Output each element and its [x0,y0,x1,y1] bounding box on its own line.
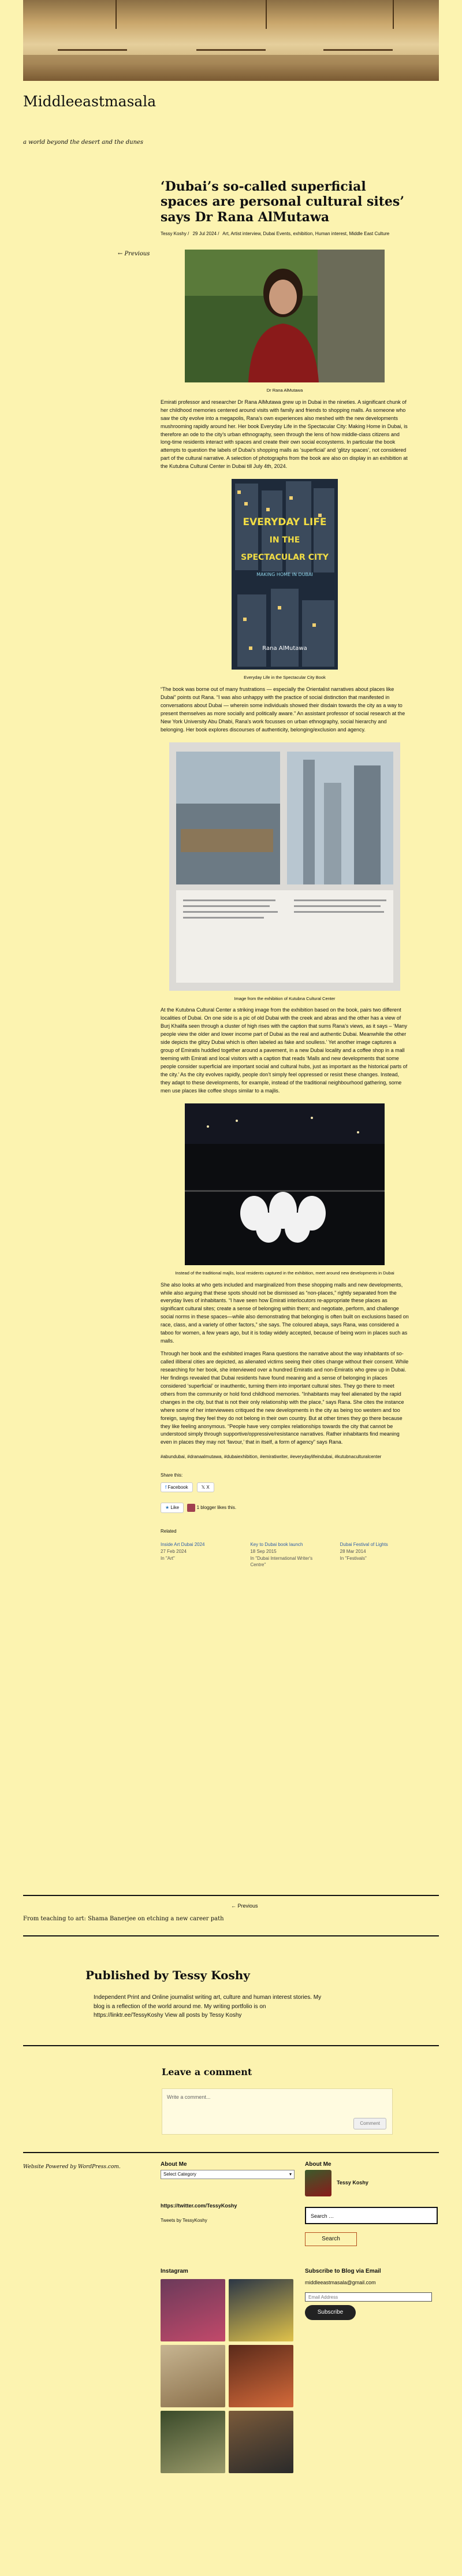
related-item [250,1541,319,1568]
majlis-image [185,1103,385,1265]
date-link[interactable]: 29 Jul 2024 [192,231,217,237]
avatar [305,2170,331,2196]
related-date: 18 Sep 2015 [250,1548,277,1554]
search-button[interactable]: Search [305,2232,357,2246]
author-link[interactable]: Tessy Koshy [161,231,187,237]
post-meta [161,231,409,238]
figure-caption: Instead of the traditional majlis, local residents captured in the exhibition, meet around new developments in Dubai [175,1270,394,1276]
divider [23,1935,439,1936]
paragraph: “The book was borne out of many frustrations — especially the Orientalist narratives about places like Dubai” points out Rana. “I was also unhappy with the practice of social distinction that manifested in conversations about Dubai — wherein some individuals showed their disdain towards the city as a way to present themselves as more socially and politically aware.” An assistant professor of social research at the New York University Abu Dhabi, Rana’s work focusses on urban ethnography, social hierarchy and belonging. Her book explores discourses of authenticity, belonging/exclusion and agency. [161,686,405,733]
figure-portrait [161,250,409,394]
article [161,179,409,1568]
header-image [23,0,439,81]
prev-post-link[interactable]: From teaching to art: Shama Banerjee on etching a new career path [23,1916,224,1922]
paragraph: She also looks at who gets included and marginalized from these shopping malls and new developments, while also arguing that these spots should not be dismissed as “non-places,” rightly separated from the everyday lives of inhabitants. “I have seen how Emirati interlocutors re-appropriate these places as significant cultural sites; create a sense of belonging within them; and negotiate, perform, and challenge social norms in these spaces—while also demonstrating that belonging is often built on exclusions based on race, class, and a variety of other factors,” she says. The coloured abaya, says Rana, was considered a taboo for women, a few years ago, but it is today widely accepted, because of being worn in places such as malls. [161,1281,409,1344]
author-bio: Independent Print and Online journalist writing art, culture and human interest stories. My blog is a reflection of the world around me. My writing portfolio is on https://linktr.ee/TessyKoshy View all posts by Tessy Koshy [94,1994,322,2019]
figure-caption: Everyday Life in the Spectacular City Book [244,675,326,681]
post-tags[interactable]: #abundubai, #dranaalmutawa, #dubaiexhibition, #emiratiwriter, #everydaylifeindubai, #kutubnaculturalcenter [161,1454,382,1460]
like-count-text: 1 blogger likes this. [196,1505,237,1511]
figure-caption: Dr Rana AlMutawa [266,387,303,393]
x-share-button[interactable] [197,1482,214,1493]
related-category: In "Festivals" [340,1555,367,1561]
about-heading: About Me [161,2161,187,2168]
instagram-photo[interactable] [161,2411,225,2473]
book-title-line2: IN THE [269,536,300,545]
about-author-name[interactable]: Tessy Koshy [337,2180,368,2186]
figure-majlis [161,1103,409,1277]
twitter-link[interactable]: https://twitter.com/TessyKoshy [161,2203,237,2209]
related-link[interactable]: Inside Art Dubai 2024 [161,1542,205,1548]
instagram-photo[interactable] [229,2345,293,2407]
bookshelf [196,10,266,51]
lamp-decoration [393,0,394,29]
comment-heading: Leave a comment [162,2066,252,2077]
subscribe-button[interactable]: Subscribe [305,2305,356,2320]
related-link[interactable]: Key to Dubai book launch [250,1542,303,1548]
divider [23,1895,439,1896]
book-subtitle: MAKING HOME IN DUBAI [256,572,313,578]
related-date: 27 Feb 2024 [161,1548,187,1554]
meta-separator: / [218,231,219,237]
related-item [340,1541,409,1568]
comment-input[interactable] [162,2088,393,2135]
subscribe-email: middleeastmasala@gmail.com [305,2280,376,2285]
paragraph: Emirati professor and researcher Dr Rana AlMutawa grew up in Dubai in the nineties. A significant chunk of her childhood memories centered around visits with family and friends to shopping malls. As someone who saw the city evolve into a megapolis, Rana’s own experiences also meshed with the new developments mushrooming rapidly around her. Her book Everyday Life in the Spectacular City: Making Home in Dubai, is therefore an ode to the city’s urban ethnography, seen through the lens of how middle-class citizens and long-time residents interact with spaces and create their own social ecosystems. In particular the book attempts to question the labels of Dubai’s shopping malls as ‘superficial’ and ‘glitzy spaces’, not considered part of the cultural narrative. A selection of photographs from the book are also on display in an exhibition at the Kutubna Cultural Center in Dubai till July 4th, 2024. [161,399,408,470]
paragraph: Through her book and the exhibited images Rana questions the narrative about the way inhabitants of so-called illiberal cities are depicted, as alienated victims seeing their cities change without their consent. While researching for her book, she interviewed over a hundred Emiratis and non-Emiratis who grew up in Dubai. Her findings revealed that Dubai residents have found meaning and a sense of belonging in places considered ‘superficial’ or inauthentic, turning them into important cultural sites. They go there to meet others from the community or hold fond childhood memories. “Inhabitants may feel alienated by the rapid changes in the city, but that is not their only relationship with the place,” says Rana. She cites the instance where some of her interviewees critiqued the new developments in the city as being too western and too foreign, saying they feel they do not belong in their own country. But at other times they go there because they like feeling anonymous. “People have very complex relationships towards the city that cannot be understood simply through supportive/oppressive/resistance narratives. Rather inhabitants find meaning even in places they may not ‘favour,’ that in itself, a form of agency” says Rana. [161,1351,409,1445]
instagram-photo[interactable] [229,2411,293,2473]
email-field[interactable]: Email Address [305,2292,432,2302]
x-icon: 𝕏 [201,1484,207,1490]
book-cover-image [232,479,338,670]
instagram-photo[interactable] [161,2279,225,2341]
related-heading: Related [161,1528,177,1534]
prev-label: ← Previous [231,1903,258,1909]
related-link[interactable]: Dubai Festival of Lights [340,1542,388,1548]
about-widget [305,2170,368,2196]
like-button[interactable] [161,1503,184,1513]
like-row [161,1503,409,1513]
instagram-grid [161,2279,293,2473]
book-title-line3: SPECTACULAR CITY [241,553,329,563]
shelf-floor [23,55,439,81]
divider [23,2045,439,2046]
figure-book [161,479,409,681]
comment-placeholder: Write a comment... [167,2094,211,2100]
related-category: In "Art" [161,1555,175,1561]
site-title[interactable]: Middleeastmasala [23,93,157,110]
category-select[interactable] [161,2170,295,2179]
like-label: Like [170,1505,180,1511]
comment-submit-button[interactable]: Comment [353,2118,386,2129]
search-input[interactable]: Search … [305,2207,438,2224]
divider [23,2152,439,2153]
chevron-down-icon: ▾ [289,2172,292,2177]
site-tagline: a world beyond the desert and the dunes [23,139,144,146]
about-heading-right: About Me [305,2161,331,2168]
like-avatar [187,1504,195,1512]
facebook-icon: f [165,1484,168,1490]
related-posts [161,1541,409,1568]
exhibition-image [169,742,400,991]
x-label: X [206,1484,210,1490]
bookshelf [58,10,127,51]
figure-exhibition [161,742,409,1002]
categories-link[interactable]: Art, Artist interview, Dubai Events, exhibition, Human interest, Middle East Culture [222,231,390,237]
meta-separator: / [188,231,189,237]
facebook-label: Facebook [167,1484,188,1490]
category-select-value: Select Category [163,2172,196,2177]
star-icon: ★ [165,1505,171,1511]
paragraph: At the Kutubna Cultural Center a striking image from the exhibition based on the book, pairs two different localities of Dubai. On one side is a pic of old Dubai with the creek and abras and the other has a view of Burj Khalifa seen through a cluster of high rises with the caption that sums Rana’s views, as it says – ‘Many people view the older and lower income part of Dubai as the real and authentic Dubai. Meanwhile the other side depicts the glitzy Dubai which is often labeled as fake and soulless.’ Yet another image captures a group of Emiratis huddled together around a pavement, in a new Dubai locality and a coffee shop in a mall teeming with Emirati and local visitors with a caption that reads ‘Malls and new developments that some people consider superficial are important social and cultural hubs, just as important as the historical parts of the city.’ As the city evolves rapidly, people don’t simply feel oppressed or resist these changes. Instead, they adapt to these developments, for example, instead of the traditional neighbourhood gathering, some men use places like coffee shops similar to a majlis. [161,1007,408,1094]
related-date: 28 Mar 2014 [340,1548,366,1554]
instagram-heading: Instagram [161,2268,188,2274]
tweets-link[interactable]: Tweets by TessyKoshy [161,2218,207,2223]
post-navigation [23,1903,258,1924]
instagram-photo[interactable] [229,2279,293,2341]
bookshelf [323,10,393,51]
instagram-photo[interactable] [161,2345,225,2407]
footer-credit[interactable]: Website Powered by WordPress.com. [23,2164,121,2170]
share-heading: Share this: [161,1472,183,1478]
related-category: In "Dubai International Writer's Centre" [250,1555,313,1568]
lamp-decoration [266,0,267,29]
figure-caption: Image from the exhibition of Kutubna Cultural Center [234,995,336,1001]
related-item [161,1541,229,1568]
book-title-line1: EVERYDAY LIFE [243,516,327,529]
facebook-share-button[interactable] [161,1482,193,1493]
book-author: Rana AlMutawa [262,645,307,652]
subscribe-heading: Subscribe to Blog via Email [305,2268,381,2274]
previous-link[interactable]: ← Previous [118,251,150,257]
author-heading: Published by Tessy Koshy [85,1968,250,1982]
article-title: ‘Dubai’s so-called superficial spaces are personal cultural sites’ says Dr Rana AlMutawa [161,179,404,225]
portrait-image [185,250,385,382]
